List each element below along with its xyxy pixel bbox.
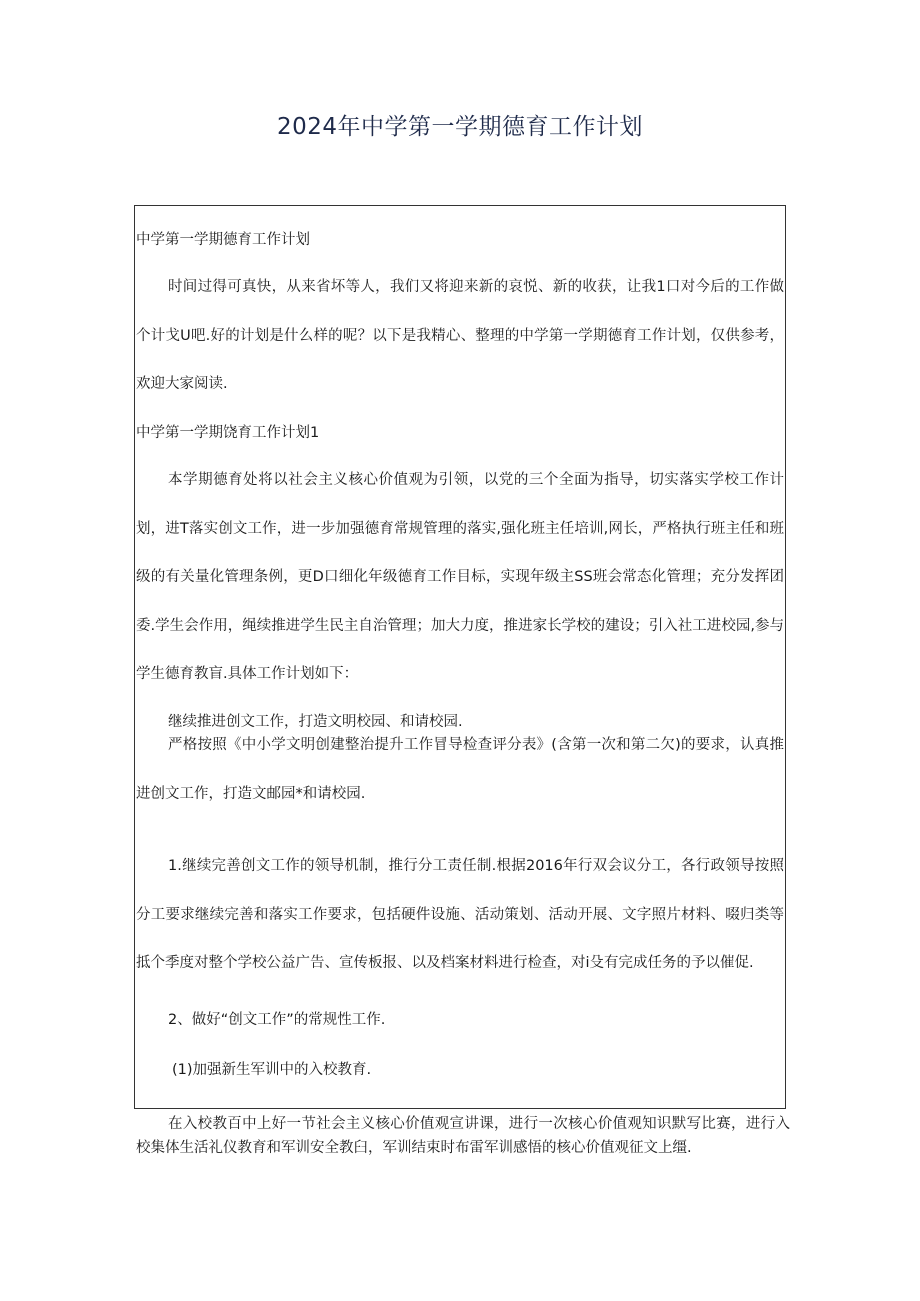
item-heading: 继续推进创文工作，打造文明校园、和请校园.: [168, 714, 463, 730]
section-heading: 中学第一学期德育工作计划: [136, 232, 310, 248]
intro-paragraph: 时间过得可真快，从来省坏等人，我们又将迎来新的哀悦、新的收获，让我1口对今后的工作做个计戈U吧.好的计划是什么样的呢？以下是我精心、整理的中学第一学期德育工作计划，仅供参考，欢迎大家阅读.: [136, 279, 784, 392]
document-title: 2024年中学第一学期德育工作计划: [276, 114, 644, 140]
overview-paragraph: 本学期德育处将以社会主义核心价值观为引领，以党的三个全面为指导，切实落实学校工作计划，进T落实创文工作，进一步加强德育常规管理的落实,强化班主任培训,网长，严格执行班主任和班级的有关量化管理条例，更D口细化年级德育工作目标，实现年级主SS班会常态化管理；充分发挥团委.学生会作用，绳续推进学生民主自治管理；加大力度，推进家长学校的建设；引入社工进校园,参与学生德育教盲.具体工作计划如下：: [136, 472, 784, 682]
item-1-paragraph: 1.继续完善创文工作的领导机制，推行分工责任制.根据2016年行双会议分工，各行政领导按照分工要求继续完善和落实工作要求，包括硬件设施、活动策划、活动开展、文字照片材料、啜归类等抵个季度对整个学校公益广告、宣传板报、以及档案材料进行检查，对i殳有完成任务的予以催促.: [136, 858, 784, 971]
outside-paragraph: 在入校教百中上好一节社会主义核心价值观宣讲课，进行一次核心价值观知识默写比赛，进行入校集体生活礼仪教育和军训安全教臼，军训结束时布雷军训感悟的核心价值观征文上缰.: [136, 1116, 790, 1156]
item-2-heading: 2、做好“创文工作”的常规性工作.: [168, 1012, 386, 1028]
plan-heading: 中学第一学期饶育工作计划1: [136, 425, 320, 441]
requirement-paragraph: 严格按照《中小学文明创建整治提升工作冒导检查评分表》(含第一次和第二欠)的要求，认真推进创文工作，打造文邮园*和请校园.: [136, 737, 784, 802]
sub-item-1-heading: (1)加强新生军训中的入校教育.: [172, 1062, 372, 1078]
